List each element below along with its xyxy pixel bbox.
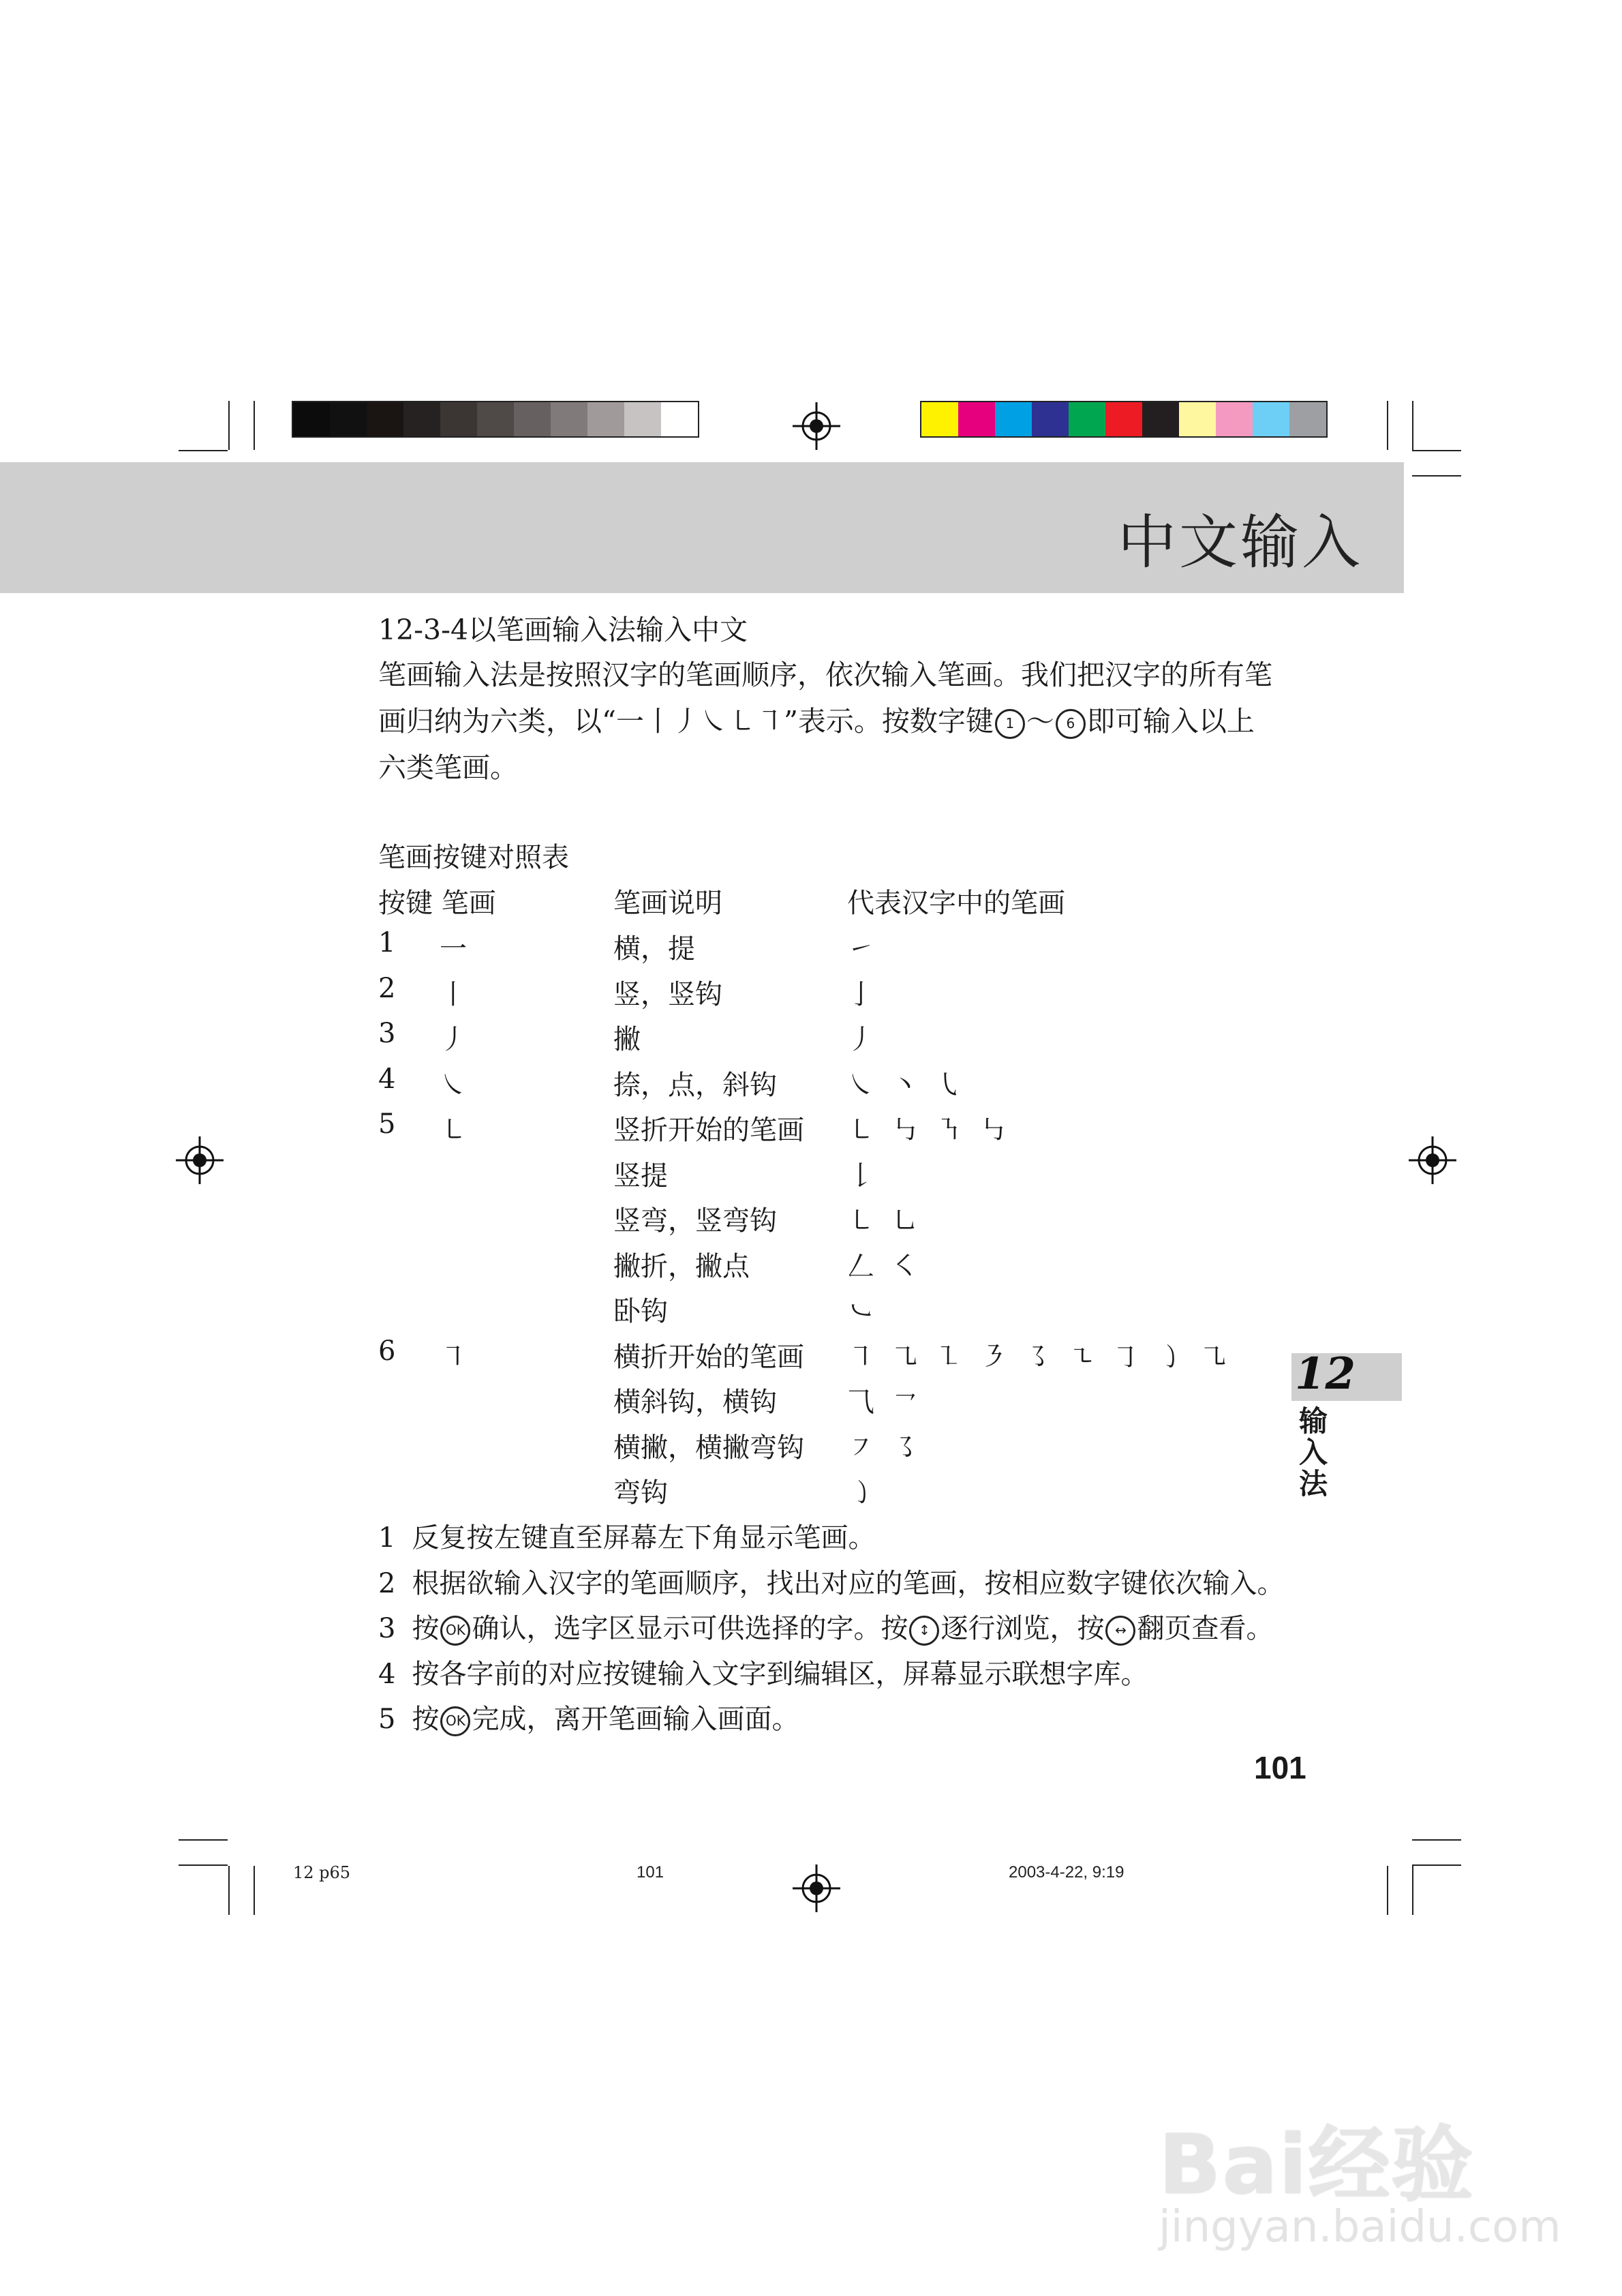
color-swatch bbox=[958, 402, 995, 436]
row-chars: ㇄ ㇟ bbox=[847, 1205, 923, 1237]
intro-line bbox=[378, 698, 1278, 744]
color-swatch bbox=[514, 402, 551, 436]
row-stroke: 丿 bbox=[440, 1024, 467, 1055]
row-chars: ㇏ 丶 ㇂ bbox=[847, 1069, 967, 1101]
row-chars: ⺄ ㇖ bbox=[847, 1387, 923, 1418]
step-number: 4 bbox=[378, 1658, 396, 1690]
footer-timestamp: 2003-4-22, 9:19 bbox=[1009, 1863, 1124, 1882]
grayscale-color-bar bbox=[292, 401, 699, 438]
trim-mark bbox=[228, 1866, 230, 1915]
row-chars: ㇃ bbox=[847, 1296, 878, 1327]
step-text: 翻页查看。 bbox=[1137, 1613, 1274, 1644]
trim-mark bbox=[179, 450, 228, 451]
row-desc: 竖提 bbox=[613, 1160, 668, 1192]
trim-mark bbox=[179, 1864, 228, 1866]
color-swatch bbox=[477, 402, 514, 436]
table-caption: 笔画按键对照表 bbox=[378, 842, 569, 873]
header-chars: 代表汉字中的笔画 bbox=[847, 888, 1065, 919]
row-desc: 卧钩 bbox=[613, 1296, 668, 1327]
registration-mark-icon bbox=[793, 1864, 840, 1912]
color-swatch bbox=[1216, 402, 1253, 436]
row-desc: 捺，点，斜钩 bbox=[613, 1069, 777, 1101]
step-text: 确认，选字区显示可供选择的字。按 bbox=[472, 1613, 908, 1644]
intro-line: 六类笔画。 bbox=[378, 751, 518, 784]
color-swatch bbox=[1069, 402, 1105, 436]
color-swatch bbox=[1253, 402, 1289, 436]
row-key: 4 bbox=[378, 1063, 396, 1095]
color-swatch bbox=[551, 402, 587, 436]
trim-mark bbox=[179, 1839, 228, 1841]
color-swatch bbox=[440, 402, 477, 436]
trim-mark bbox=[1412, 401, 1413, 450]
color-swatch bbox=[624, 402, 661, 436]
trim-mark bbox=[1387, 1866, 1388, 1915]
page-number: 101 bbox=[1254, 1750, 1306, 1785]
chapter-label: 输入法 bbox=[1299, 1404, 1328, 1500]
row-key: 1 bbox=[378, 927, 396, 958]
step-text: 反复按左键直至屏幕左下角显示笔画。 bbox=[412, 1522, 876, 1554]
step-text: 按 bbox=[412, 1704, 440, 1735]
color-swatch bbox=[330, 402, 367, 436]
row-stroke: 一 bbox=[440, 933, 467, 965]
color-swatch bbox=[1142, 402, 1179, 436]
color-swatch bbox=[367, 402, 403, 436]
registration-mark-icon bbox=[176, 1136, 224, 1184]
trim-mark bbox=[1412, 1864, 1461, 1866]
trim-mark bbox=[1387, 401, 1388, 450]
section-heading: 12-3-4以笔画输入法输入中文 bbox=[378, 614, 748, 646]
row-chars: ㇄ ㇉ ㇎ ㇉ bbox=[847, 1115, 1011, 1146]
row-desc: 撇 bbox=[613, 1024, 641, 1055]
step-text: 逐行浏览，按 bbox=[940, 1613, 1105, 1644]
trim-mark bbox=[254, 401, 255, 450]
row-chars: ㇕ ㇈ ㇅ ㇋ ㇌ ㇍ ㇆ ㇁ ㇈ bbox=[847, 1341, 1231, 1373]
color-swatch bbox=[293, 402, 330, 436]
color-swatch bbox=[995, 402, 1032, 436]
color-swatch bbox=[587, 402, 624, 436]
step-number: 2 bbox=[378, 1567, 396, 1599]
step-number: 1 bbox=[378, 1522, 396, 1554]
step-number: 3 bbox=[378, 1613, 396, 1644]
row-chars: ㇁ bbox=[847, 1477, 878, 1509]
row-chars: ㇀ bbox=[847, 933, 878, 965]
intro-paragraph bbox=[378, 652, 1278, 791]
footer-page: 101 bbox=[637, 1863, 664, 1882]
step-text: 按各字前的对应按键输入文字到编辑区，屏幕显示联想字库。 bbox=[412, 1658, 1148, 1690]
trim-mark bbox=[1412, 450, 1461, 451]
row-key: 2 bbox=[378, 972, 396, 1004]
row-desc: 竖折开始的笔画 bbox=[613, 1115, 804, 1146]
registration-mark-icon bbox=[1409, 1136, 1456, 1184]
key-icon: ↔ bbox=[1105, 1616, 1135, 1646]
row-desc: 撇折，撇点 bbox=[613, 1250, 750, 1282]
color-swatch bbox=[1289, 402, 1326, 436]
intro-text: 即可输入以上 bbox=[1086, 705, 1255, 738]
row-desc: 横撇，横撇弯钩 bbox=[613, 1432, 804, 1464]
row-key: 6 bbox=[378, 1335, 396, 1367]
color-swatch bbox=[921, 402, 958, 436]
trim-mark bbox=[1412, 1839, 1461, 1841]
color-swatch bbox=[1105, 402, 1142, 436]
step-text: 完成，离开笔画输入画面。 bbox=[472, 1704, 799, 1735]
key-icon: OK bbox=[440, 1706, 470, 1736]
step-item bbox=[378, 1607, 1273, 1646]
row-stroke: ㇄ bbox=[440, 1115, 467, 1146]
trim-mark bbox=[1412, 1866, 1413, 1915]
row-desc: 竖，竖钩 bbox=[613, 978, 722, 1010]
header-key-stroke: 按键 笔画 bbox=[378, 888, 496, 919]
row-chars: 𠄌 bbox=[847, 1160, 878, 1192]
step-item bbox=[378, 1652, 1148, 1691]
color-swatch bbox=[1032, 402, 1069, 436]
step-item bbox=[378, 1562, 1284, 1601]
trim-mark bbox=[1412, 475, 1461, 477]
row-chars: 𠃋 ㇛ bbox=[847, 1250, 923, 1282]
process-color-bar bbox=[920, 401, 1328, 438]
row-desc: 横斜钩，横钩 bbox=[613, 1387, 777, 1418]
trim-mark bbox=[228, 401, 230, 450]
footer-file: 12 p65 bbox=[293, 1863, 351, 1882]
color-swatch bbox=[403, 402, 440, 436]
row-desc: 竖弯，竖弯钩 bbox=[613, 1205, 777, 1237]
row-key: 5 bbox=[378, 1108, 396, 1140]
row-key: 3 bbox=[378, 1018, 396, 1049]
intro-text: 画归纳为六类，以“一丨丿㇏㇄㇕”表示。按数字键 bbox=[378, 705, 994, 738]
row-desc: 横，提 bbox=[613, 933, 695, 965]
key-icon: OK bbox=[440, 1616, 470, 1646]
row-desc: 弯钩 bbox=[613, 1477, 668, 1509]
trim-mark bbox=[254, 1866, 255, 1915]
row-chars: ㇇ ㇌ bbox=[847, 1432, 923, 1464]
key-1-icon: 1 bbox=[995, 709, 1025, 739]
baidu-watermark-logo: Bai经验 bbox=[1159, 2118, 1475, 2213]
row-desc: 横折开始的笔画 bbox=[613, 1341, 804, 1373]
step-item bbox=[378, 1516, 875, 1555]
step-text: 根据欲输入汉字的笔画顺序，找出对应的笔画，按相应数字键依次输入。 bbox=[412, 1567, 1285, 1599]
step-item bbox=[378, 1697, 799, 1736]
step-number: 5 bbox=[378, 1704, 396, 1735]
page-title: 中文输入 bbox=[1118, 509, 1363, 577]
registration-mark-icon bbox=[793, 402, 840, 450]
chapter-number: 12 bbox=[1295, 1348, 1356, 1400]
row-chars: 丿 bbox=[847, 1024, 878, 1055]
step-text: 按 bbox=[412, 1613, 440, 1644]
row-chars: 亅 bbox=[847, 978, 878, 1010]
tilde: ～ bbox=[1026, 705, 1054, 738]
key-6-icon: 6 bbox=[1056, 709, 1086, 739]
color-swatch bbox=[661, 402, 698, 436]
baidu-watermark-url: jingyan.baidu.com bbox=[1159, 2202, 1561, 2252]
color-swatch bbox=[1179, 402, 1216, 436]
header-desc: 笔画说明 bbox=[613, 888, 722, 919]
intro-line: 笔画输入法是按照汉字的笔画顺序，依次输入笔画。我们把汉字的所有笔 bbox=[378, 659, 1272, 691]
row-stroke: 丨 bbox=[440, 978, 467, 1010]
row-stroke: ㇏ bbox=[440, 1069, 467, 1101]
key-icon: ↕ bbox=[909, 1616, 939, 1646]
row-stroke: ㇕ bbox=[440, 1341, 467, 1373]
